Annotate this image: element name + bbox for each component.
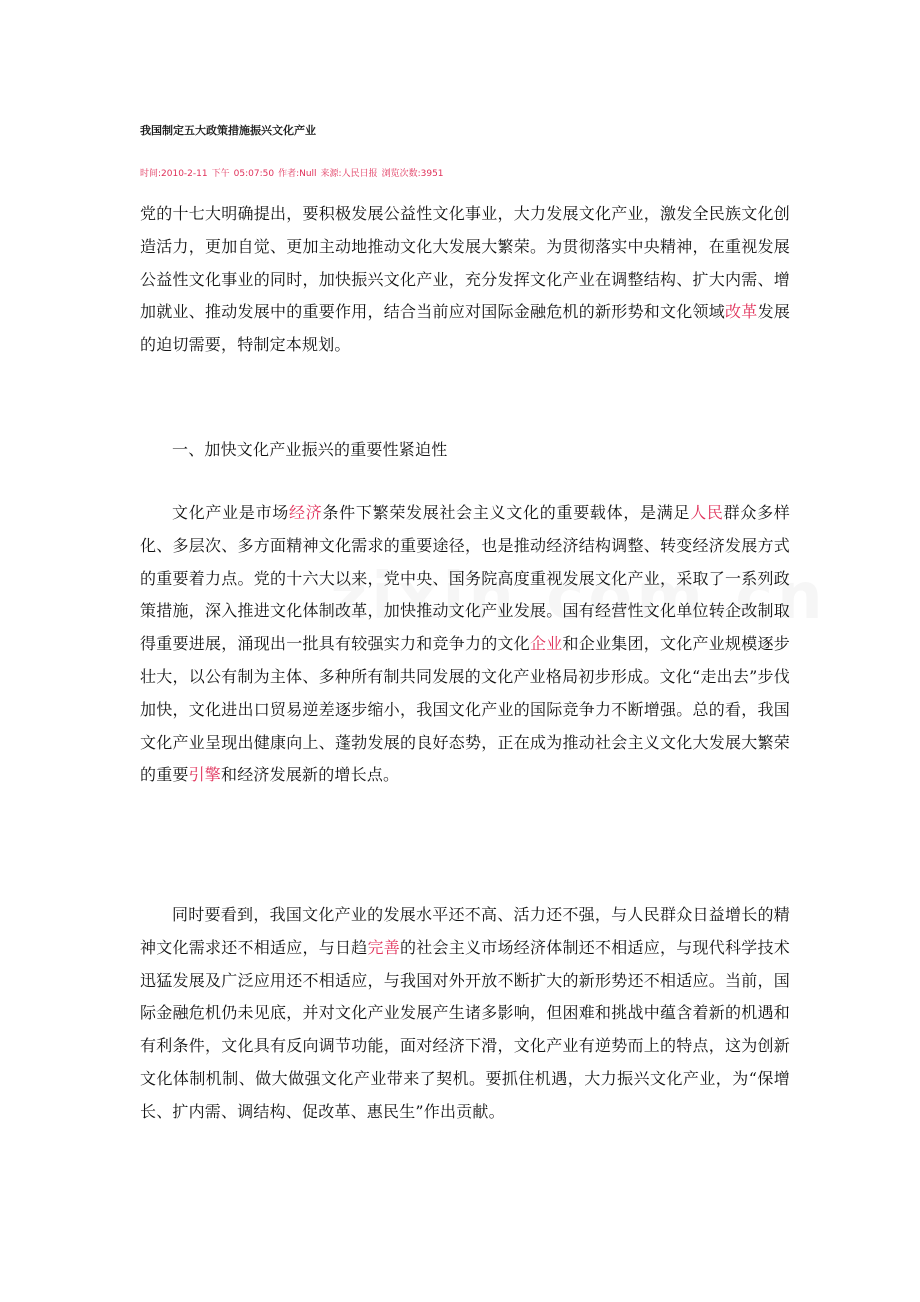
meta-author: 作者:Null [278, 169, 317, 179]
paragraph-text: 和企业集团，文化产业规模逐步壮大，以公有制为主体、多种所有制共同发展的文化产业格局初步形成。文化“走出去”步伐加快，文化进出口贸易逆差逐步缩小，我国文化产业的国际竞争力不断增强。总的看，我国文化产业呈现出健康向上、蓬勃发展的良好态势，正在成为推动社会主义文化大发展大繁荣的重要 [140, 634, 790, 785]
meta-ampm: 下午 [211, 169, 230, 179]
meta-views: 浏览次数:3951 [381, 169, 444, 179]
paragraph-text: 文化产业是市场 [172, 503, 290, 522]
keyword-link-renmin[interactable]: 人民 [690, 503, 724, 522]
keyword-link-wanshan[interactable]: 完善 [367, 937, 401, 957]
keyword-link-gaige[interactable]: 改革 [725, 302, 758, 322]
keyword-link-jingji[interactable]: 经济 [289, 503, 323, 522]
article-meta [140, 168, 448, 180]
paragraph-3 [140, 899, 790, 1129]
keyword-link-yinqing[interactable]: 引擎 [188, 765, 222, 785]
paragraph-text: 党的十七大明确提出，要积极发展公益性文化事业，大力发展文化产业，激发全民族文化创造活力，更加自觉、更加主动地推动文化大发展大繁荣。为贯彻落实中央精神，在重视发展公益性文化事业的同时，加快振兴文化产业，充分发挥文化产业在调整结构、扩大内需、增加就业、推动发展中的重要作用，结合当前应对国际金融危机的新形势和文化领域 [140, 204, 790, 322]
keyword-link-qiye[interactable]: 企业 [530, 634, 563, 654]
meta-time: 时间:2010-2-11 [140, 169, 208, 179]
meta-source: 来源:人民日报 [320, 169, 378, 179]
paragraph-text: 群众多样化、多层次、多方面精神文化需求的重要途径，也是推动经济结构调整、转变经济发展方式的重要着力点。党的十六大以来，党中央、国务院高度重视发展文化产业，采取了一系列政策措施，深入推进文化体制改革，加快推动文化产业发展。国有经营性文化单位转企改制取得重要进展，涌现出一批具有较强实力和竞争力的文化 [140, 503, 790, 654]
paragraph-2 [140, 497, 790, 792]
paragraph-1 [140, 198, 790, 362]
paragraph-text: 发展的迫切需要，特制定本规划。 [140, 302, 791, 355]
paragraph-text: 条件下繁荣发展社会主义文化的重要载体，是满足 [322, 503, 691, 522]
paragraph-text: 的社会主义市场经济体制还不相适应，与现代科学技术迅猛发展及广泛应用还不相适应，与我国对外开放不断扩大的新形势还不相适应。当前，国际金融危机仍未见底，并对文化产业发展产生诸多影响，但困难和挑战中蕴含着新的机遇和有利条件，文化具有反向调节功能，面对经济下滑，文化产业有逆势而上的特点，这为创新文化体制机制、做大做强文化产业带来了契机。要抓住机遇，大力振兴文化产业，为“保增长、扩内需、调结构、促改革、惠民生”作出贡献。 [140, 937, 790, 1121]
meta-clock: 05:07:50 [233, 169, 275, 179]
paragraph-text: 和经济发展新的增长点。 [221, 765, 400, 785]
section-heading-1: 一、加快文化产业振兴的重要性紧迫性 [172, 440, 448, 459]
article-title: 我国制定五大政策措施振兴文化产业 [140, 124, 316, 137]
paragraph-text: 同时要看到，我国文化产业的发展水平还不高、活力还不强，与人民群众日益增长的精神文化需求还不相适应，与日趋 [140, 905, 790, 957]
